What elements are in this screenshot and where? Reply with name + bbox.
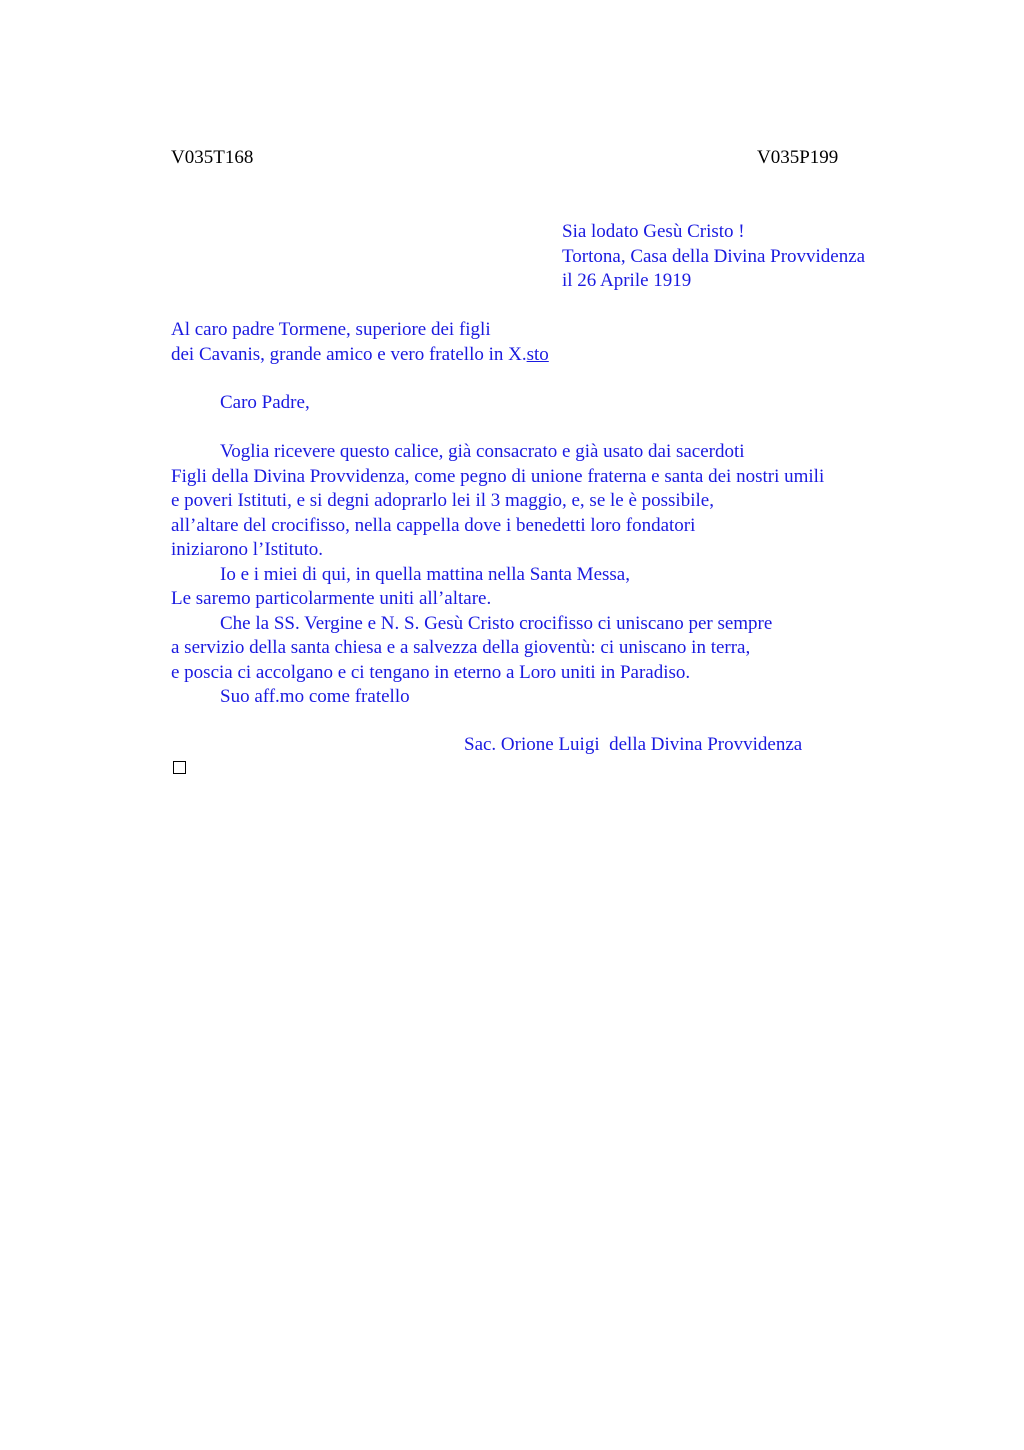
recipient-address xyxy=(171,317,549,367)
letter-body xyxy=(171,440,891,710)
body-line: iniziarono l’Istituto. xyxy=(171,539,323,560)
signature: Sac. Orione Luigi della Divina Provvidenza xyxy=(464,734,803,755)
greeting-line: Sia lodato Gesù Cristo ! xyxy=(562,221,745,242)
body-line: all’altare del crocifisso, nella cappella dove i benedetti loro fondatori xyxy=(171,514,696,536)
letter-header xyxy=(562,220,865,294)
body-line: Che la SS. Vergine e N. S. Gesù Cristo crocifisso ci uniscano per sempre xyxy=(220,612,773,634)
place-line: Tortona, Casa della Divina Provvidenza xyxy=(562,245,866,267)
salutation: Caro Padre, xyxy=(220,392,310,413)
body-line: Io e i miei di qui, in quella mattina nella Santa Messa, xyxy=(220,563,630,585)
square-box-icon xyxy=(173,761,186,774)
date-line: il 26 Aprile 1919 xyxy=(562,270,692,291)
address-line-2-text: dei Cavanis, grande amico e vero fratello in X. xyxy=(171,344,527,365)
address-line-1: Al caro padre Tormene, superiore dei figli xyxy=(171,319,491,340)
body-line: Le saremo particolarmente uniti all’altare. xyxy=(171,588,492,609)
body-line: e poscia ci accolgano e ci tengano in eterno a Loro uniti in Paradiso. xyxy=(171,661,691,683)
body-line: a servizio della santa chiesa e a salvezza della gioventù: ci uniscano in terra, xyxy=(171,637,751,658)
document-code-left: V035T168 xyxy=(171,147,254,168)
address-line-2 xyxy=(171,342,549,367)
address-line-2-underlined: sto xyxy=(526,344,549,365)
body-line: Figli della Divina Provvidenza, come pegno di unione fraterna e santa dei nostri umili xyxy=(171,465,825,487)
body-line: Voglia ricevere questo calice, già consacrato e già usato dai sacerdoti xyxy=(220,441,745,462)
document-code-right: V035P199 xyxy=(757,147,839,168)
body-line: e poveri Istituti, e si degni adoprarlo lei il 3 maggio, e, se le è possibile, xyxy=(171,490,714,511)
closing-line: Suo aff.mo come fratello xyxy=(220,686,410,707)
